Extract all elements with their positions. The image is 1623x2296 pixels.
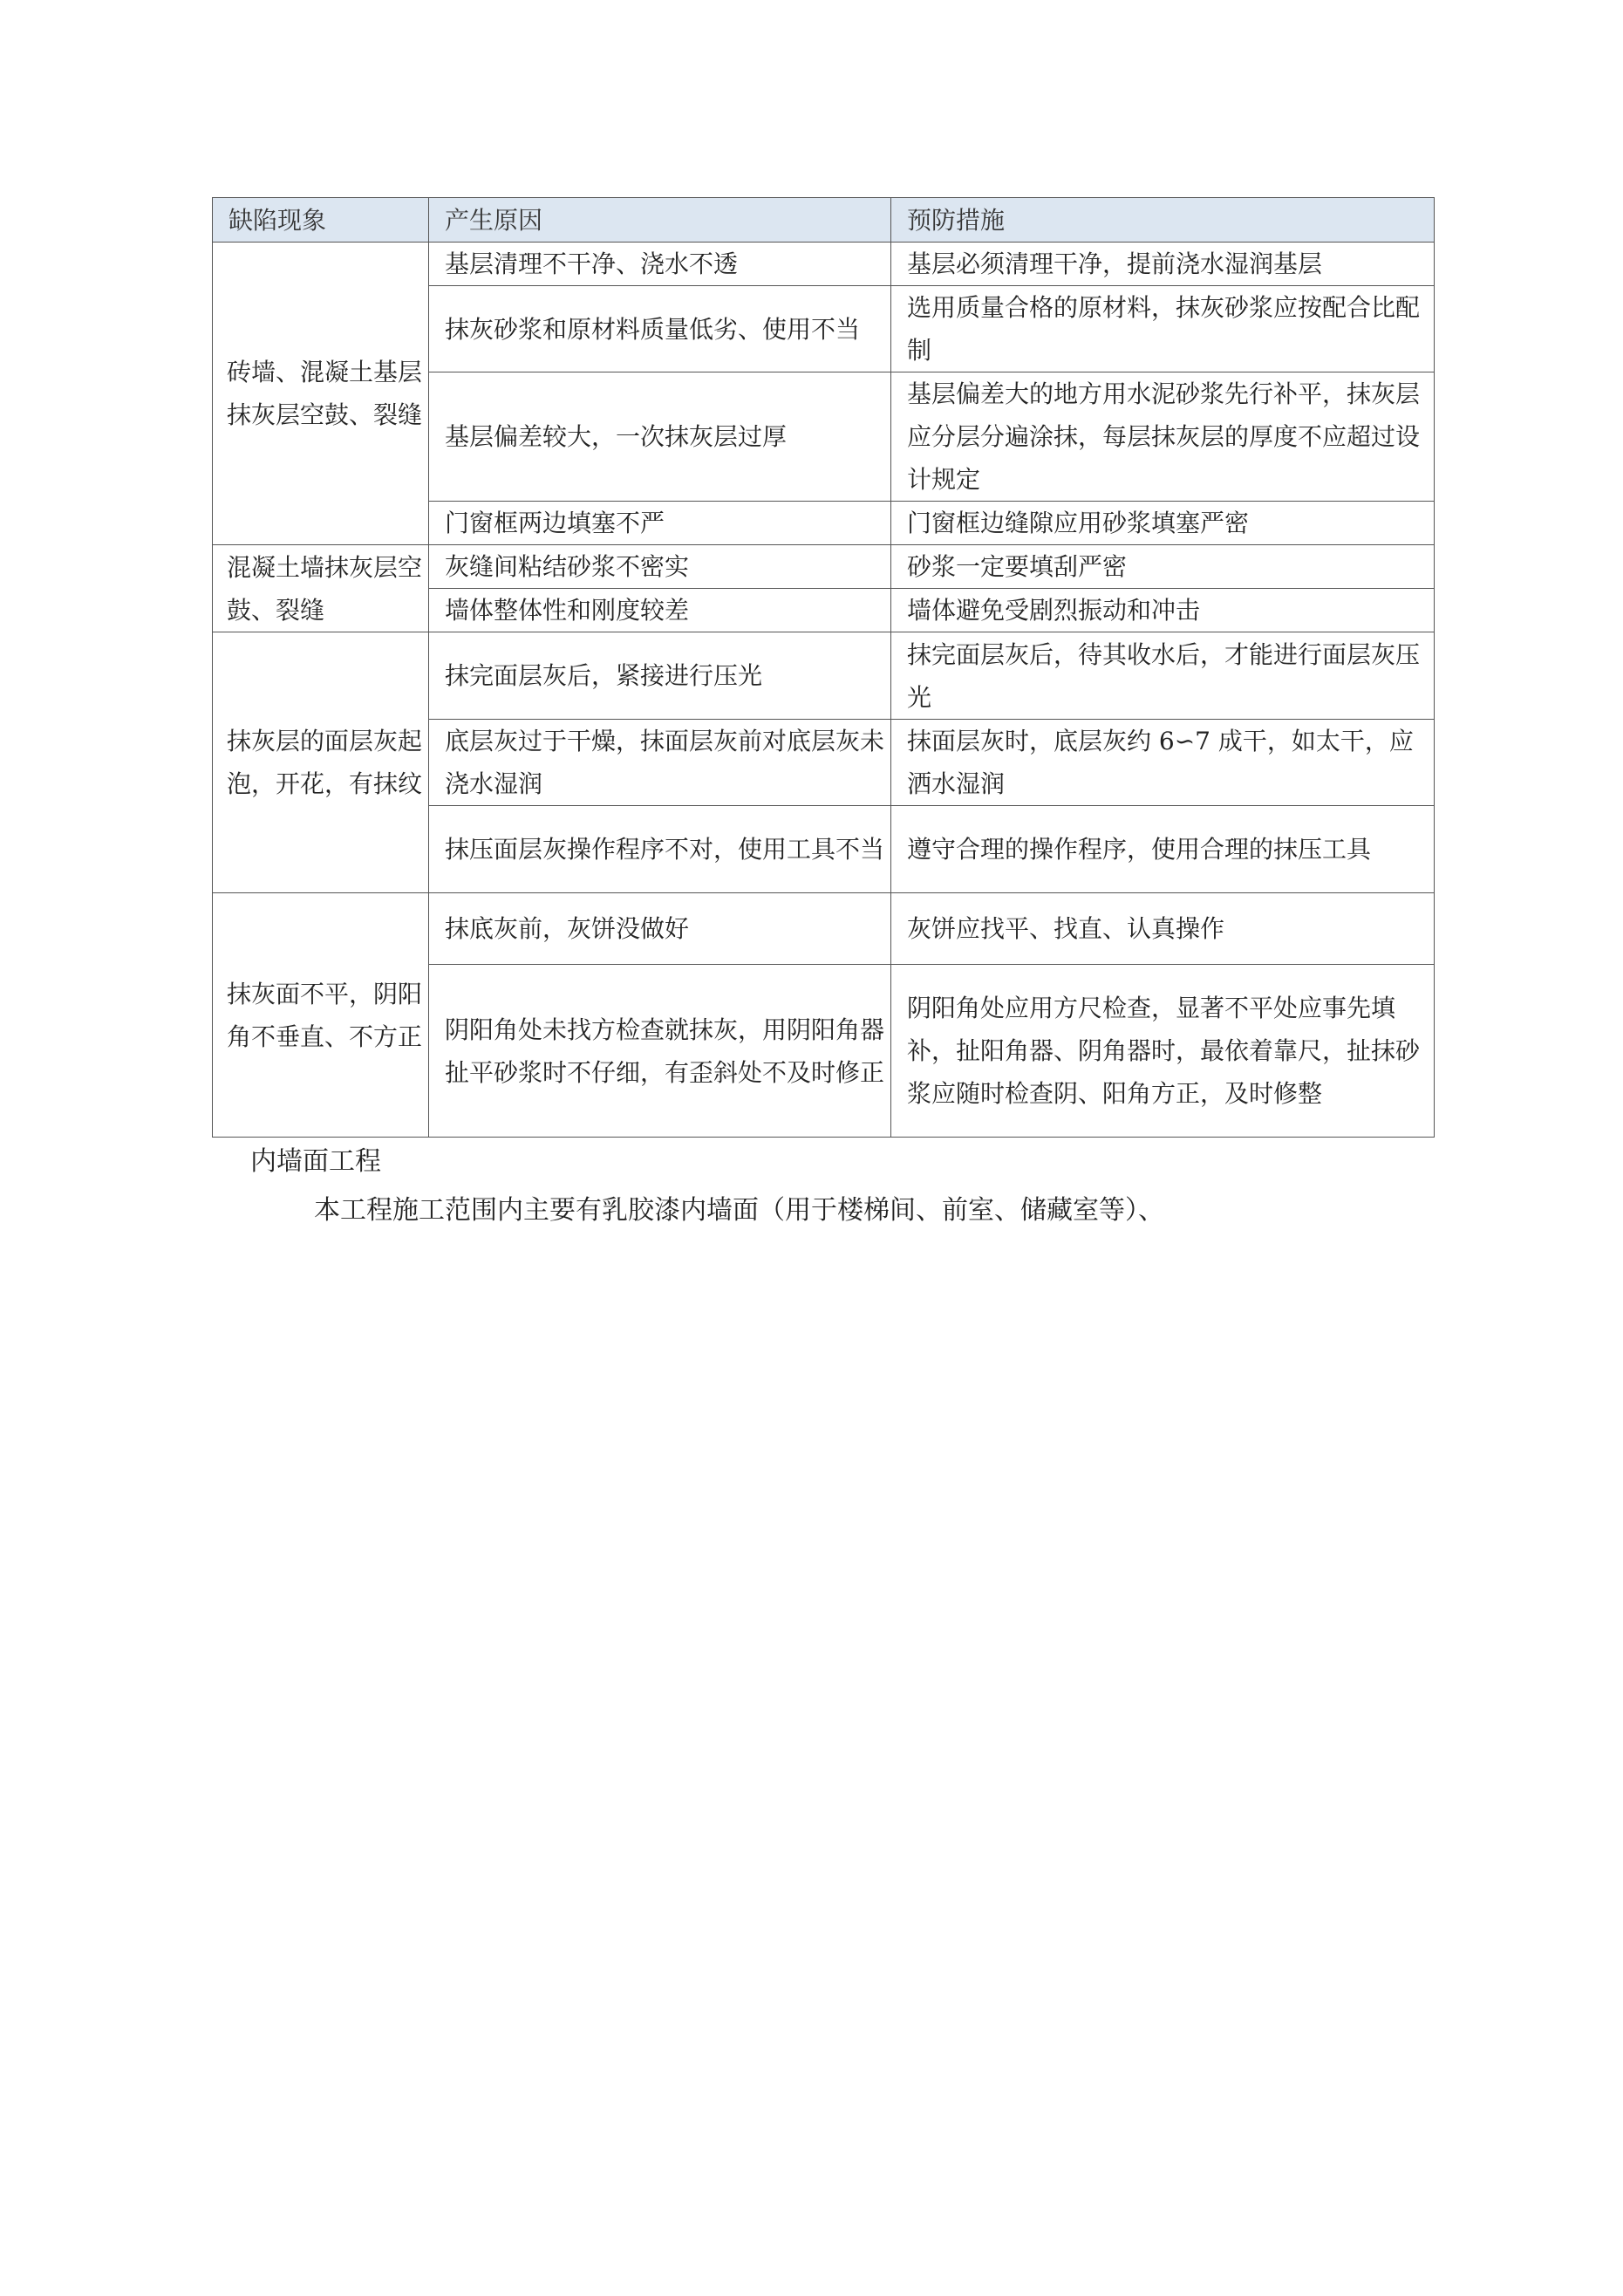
cause-cell: 底层灰过于干燥，抹面层灰前对底层灰未浇水湿润 [429, 720, 891, 806]
measure-cell: 抹完面层灰后，待其收水后，才能进行面层灰压光 [891, 632, 1435, 720]
table-row [213, 545, 1435, 589]
table-row [213, 632, 1435, 720]
body-paragraph: 本工程施工范围内主要有乳胶漆内墙面（用于楼梯间、前室、储藏室等）、 [314, 1195, 1164, 1226]
cause-cell: 灰缝间粘结砂浆不密实 [429, 545, 891, 589]
table-row [213, 243, 1435, 286]
cause-cell: 基层清理不干净、浇水不透 [429, 243, 891, 286]
cause-cell: 门窗框两边填塞不严 [429, 502, 891, 545]
table-header-row [213, 198, 1435, 243]
measure-cell: 遵守合理的操作程序，使用合理的抹压工具 [891, 806, 1435, 893]
cause-cell: 抹底灰前，灰饼没做好 [429, 893, 891, 965]
header-measure: 预防措施 [891, 198, 1435, 243]
measure-cell: 灰饼应找平、找直、认真操作 [891, 893, 1435, 965]
cause-cell: 墙体整体性和刚度较差 [429, 589, 891, 632]
phenomenon-cell: 抹灰面不平，阴阳角不垂直、不方正 [213, 893, 429, 1138]
measure-cell: 砂浆一定要填刮严密 [891, 545, 1435, 589]
defect-prevention-table [212, 197, 1435, 1138]
table-row [213, 893, 1435, 965]
phenomenon-cell: 抹灰层的面层灰起泡，开花，有抹纹 [213, 632, 429, 893]
measure-cell: 选用质量合格的原材料，抹灰砂浆应按配合比配制 [891, 286, 1435, 372]
measure-cell: 抹面层灰时，底层灰约 6∽7 成干，如太干，应洒水湿润 [891, 720, 1435, 806]
section-heading: 内墙面工程 [250, 1146, 381, 1177]
measure-cell: 基层必须清理干净，提前浇水湿润基层 [891, 243, 1435, 286]
cause-cell: 基层偏差较大，一次抹灰层过厚 [429, 372, 891, 502]
cause-cell: 抹灰砂浆和原材料质量低劣、使用不当 [429, 286, 891, 372]
measure-cell: 基层偏差大的地方用水泥砂浆先行补平，抹灰层应分层分遍涂抹，每层抹灰层的厚度不应超过设计规定 [891, 372, 1435, 502]
cause-cell: 阴阳角处未找方检查就抹灰，用阴阳角器扯平砂浆时不仔细，有歪斜处不及时修正 [429, 965, 891, 1138]
measure-cell: 阴阳角处应用方尺检查，显著不平处应事先填补，扯阳角器、阴角器时，最依着靠尺，扯抹砂浆应随时检查阴、阳角方正，及时修整 [891, 965, 1435, 1138]
cause-cell: 抹压面层灰操作程序不对，使用工具不当 [429, 806, 891, 893]
cause-cell: 抹完面层灰后，紧接进行压光 [429, 632, 891, 720]
header-cause: 产生原因 [429, 198, 891, 243]
header-phenomenon: 缺陷现象 [213, 198, 429, 243]
phenomenon-cell: 混凝土墙抹灰层空鼓、裂缝 [213, 545, 429, 632]
measure-cell: 门窗框边缝隙应用砂浆填塞严密 [891, 502, 1435, 545]
phenomenon-cell: 砖墙、混凝土基层抹灰层空鼓、裂缝 [213, 243, 429, 545]
measure-cell: 墙体避免受剧烈振动和冲击 [891, 589, 1435, 632]
